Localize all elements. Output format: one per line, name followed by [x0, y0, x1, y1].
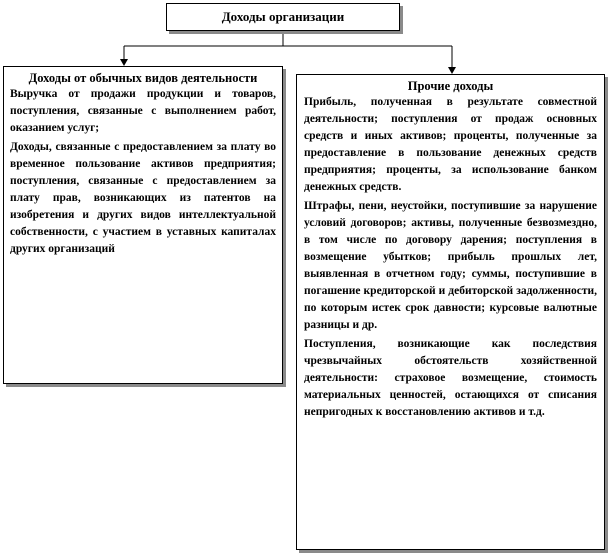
arrowhead-right: [448, 67, 456, 74]
left-box-title: Доходы от обычных видов деятельности: [28, 71, 258, 85]
right-paragraph-3: Поступления, возникающие как последствия чрезвычайных обстоятельств хозяйственной деятельности: страховое возмещение, стоимость материальных ценностей, остающихся от списания непригодных к восстановлению активов и т.д.: [304, 338, 597, 418]
left-paragraph-1: Выручка от продажи продукции и товаров, поступления, связанные с выполнением работ, оказанием услуг;: [10, 88, 276, 134]
arrowhead-left: [120, 59, 128, 66]
right-box-other-income: [296, 74, 605, 550]
left-box-ordinary-income: [3, 66, 283, 384]
top-box-title: Доходы организации: [221, 9, 345, 24]
right-paragraph-2: Штрафы, пени, неустойки, поступившие за нарушение условий договоров; активы, полученные безвозмездно, в том числе по договору дарения; поступления в возмещение убытков; прибыль прошлых лет, выявленная в отчетном году; суммы, поступившие в погашение кредиторской и дебиторской задолженности, по которым истек срок давности; курсовые валютные разницы и др.: [304, 200, 597, 331]
right-paragraph-1: Прибыль, полученная в результате совместной деятельности; поступления от продаж основных средств и иных активов; проценты, полученные за предоставление в пользование денежных средств предприятия; проценты, за использование банком денежных средств.: [304, 96, 597, 193]
left-paragraph-2: Доходы, связанные с предоставлением за плату во временное пользование активов предприятия; поступления, связанные с предоставлением за плату прав, возникающих из патентов на изобретения и других видов интеллектуальной собственности, с участием в уставных капиталах других организаций: [10, 141, 276, 255]
top-box-organization-income: [166, 3, 400, 31]
right-box-title: Прочие доходы: [407, 79, 494, 93]
